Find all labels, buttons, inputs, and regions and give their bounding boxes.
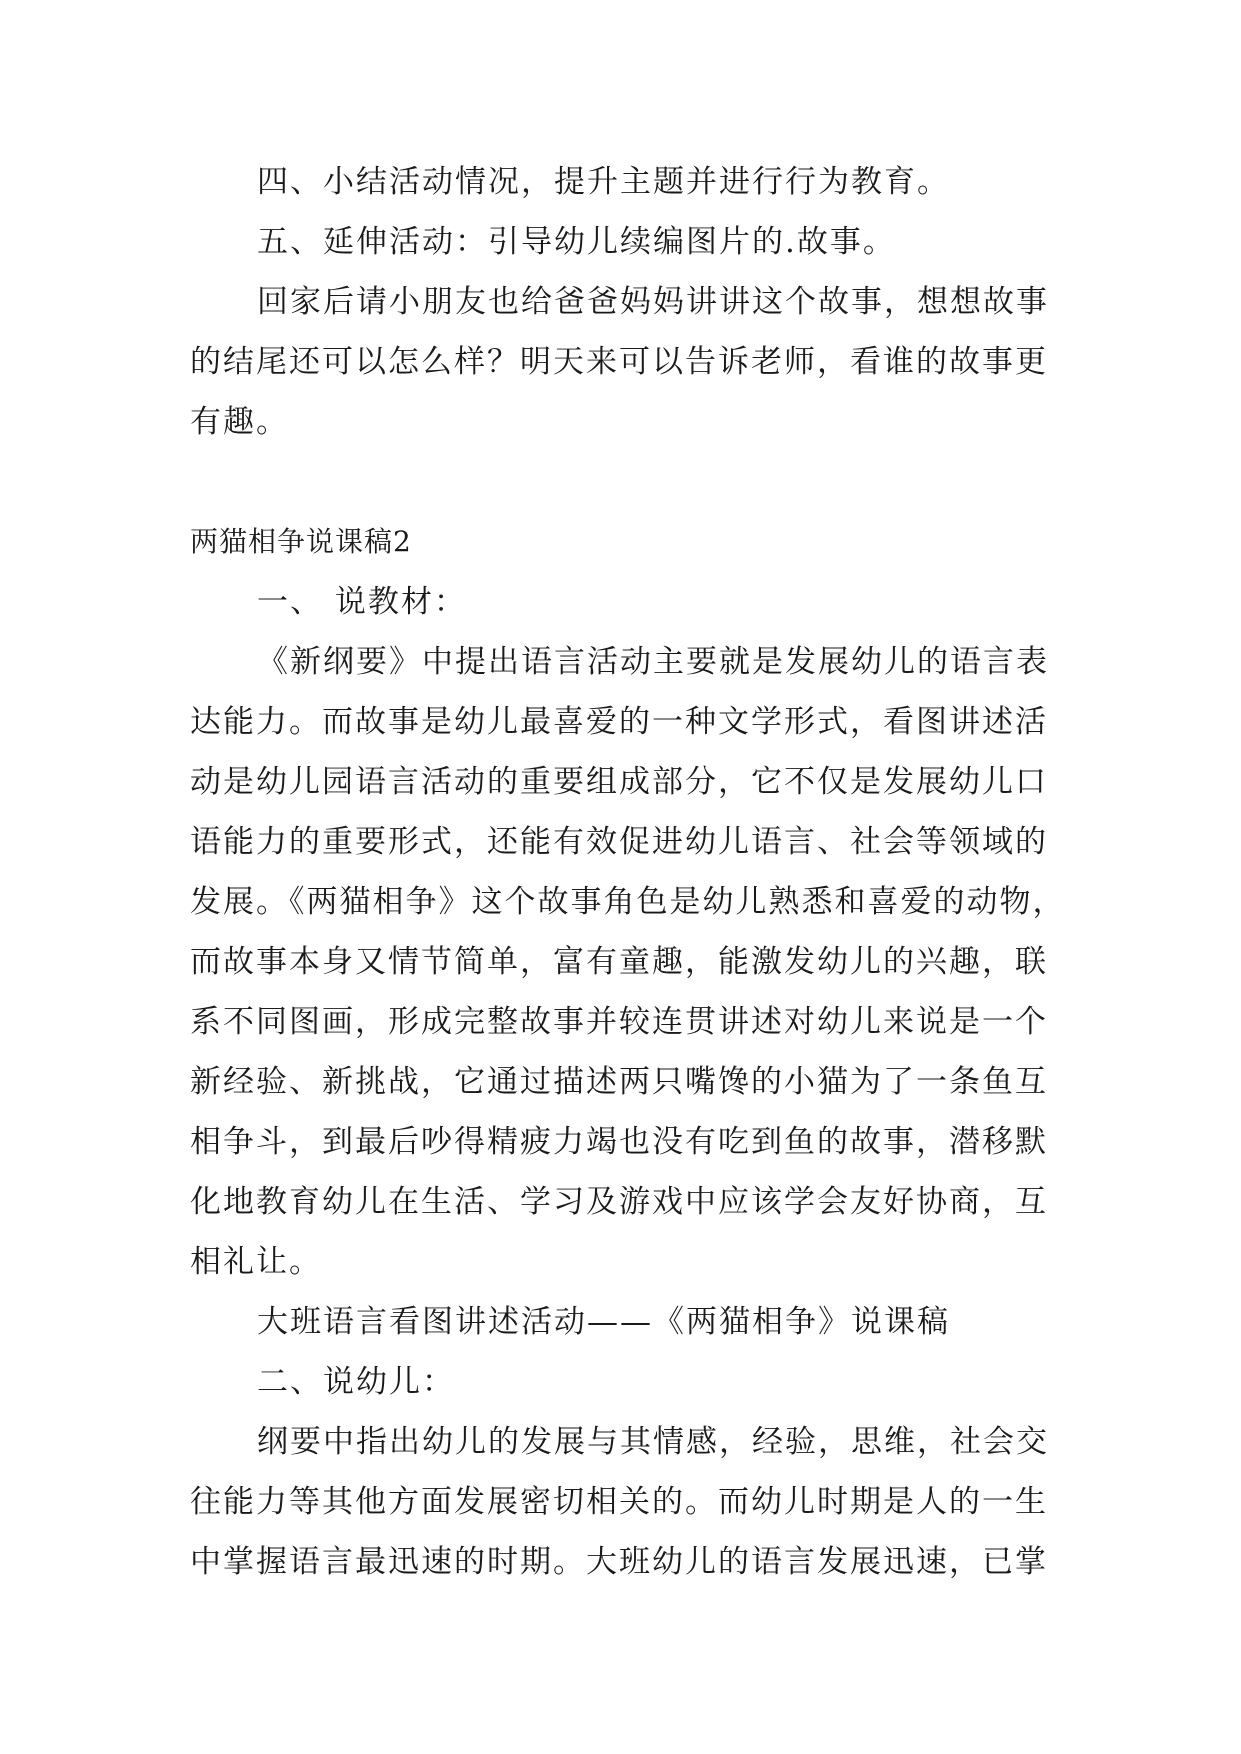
paragraph-line: 回家后请小朋友也给爸爸妈妈讲讲这个故事，想想故事	[257, 284, 1049, 320]
paragraph-line: 有趣。	[190, 404, 289, 440]
subheading-one: 一、 说教材：	[257, 584, 467, 620]
section-five-line: 五、延伸活动：引导幼儿续编图片的.故事。	[257, 224, 896, 260]
paragraph-line: 系不同图画，形成完整故事并较连贯讲述对幼儿来说是一个	[190, 1004, 1048, 1040]
paragraph-line: 纲要中指出幼儿的发展与其情感，经验，思维，社会交	[257, 1424, 1049, 1460]
paragraph-line: 新经验、新挑战，它通过描述两只嘴馋的小猫为了一条鱼互	[190, 1064, 1048, 1100]
paragraph-line: 达能力。而故事是幼儿最喜爱的一种文学形式，看图讲述活	[190, 704, 1048, 740]
paragraph-line: 化地教育幼儿在生活、学习及游戏中应该学会友好协商，互	[190, 1184, 1048, 1220]
paragraph-line: 《新纲要》中提出语言活动主要就是发展幼儿的语言表	[257, 644, 1049, 680]
section-four-line: 四、小结活动情况，提升主题并进行行为教育。	[257, 164, 950, 200]
paragraph-line: 相争斗，到最后吵得精疲力竭也没有吃到鱼的故事，潜移默	[190, 1124, 1048, 1160]
paragraph-line: 而故事本身又情节简单，富有童趣，能激发幼儿的兴趣，联	[190, 944, 1048, 980]
subtitle-line: 大班语言看图讲述活动——《两猫相争》说课稿	[257, 1304, 950, 1340]
paragraph-line: 中掌握语言最迅速的时期。大班幼儿的语言发展迅速，已掌	[190, 1544, 1048, 1580]
paragraph-line: 发展。《两猫相争》这个故事角色是幼儿熟悉和喜爱的动物，	[190, 884, 1066, 920]
paragraph-line: 相礼让。	[190, 1244, 322, 1280]
paragraph-line: 动是幼儿园语言活动的重要组成部分，它不仅是发展幼儿口	[190, 764, 1048, 800]
paragraph-line: 往能力等其他方面发展密切相关的。而幼儿时期是人的一生	[190, 1484, 1048, 1520]
paragraph-line: 语能力的重要形式，还能有效促进幼儿语言、社会等领域的	[190, 824, 1048, 860]
section-title: 两猫相争说课稿2	[190, 525, 412, 558]
subheading-two: 二、说幼儿：	[257, 1364, 455, 1400]
paragraph-line: 的结尾还可以怎么样？明天来可以告诉老师，看谁的故事更	[190, 344, 1048, 380]
